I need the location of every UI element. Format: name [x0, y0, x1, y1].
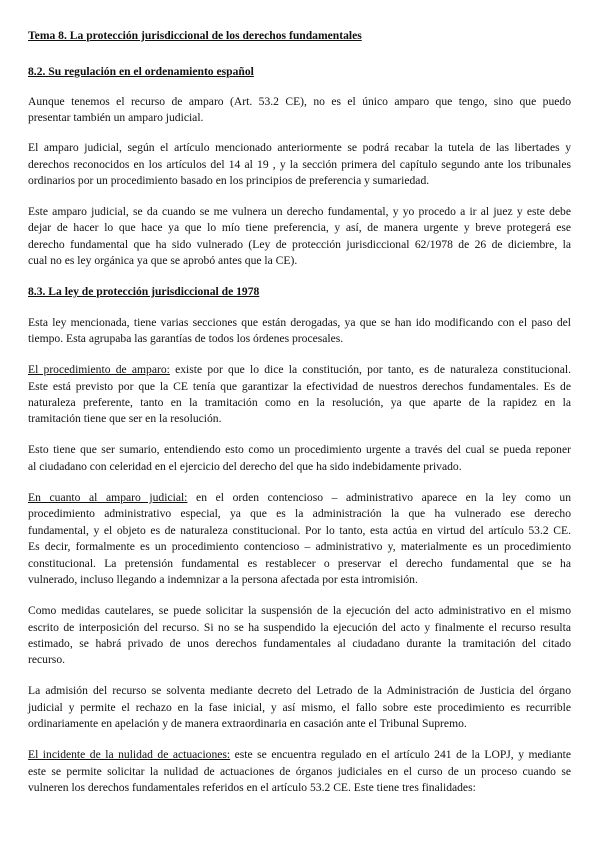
section-heading-8-3: 8.3. La ley de protección jurisdiccional de 1978	[28, 285, 260, 298]
paragraph-text: existe por que lo dice la constitución, por tanto, es de naturaleza constitucional.	[169, 363, 571, 376]
paragraph-line: tiempo. Esta agrupaba las garantías de todos los órdenes procesales.	[28, 332, 344, 345]
section-heading-8-2: 8.2. Su regulación en el ordenamiento español	[28, 65, 254, 78]
paragraph-line: Esta ley mencionada, tiene varias secciones que están derogadas, ya que se han ido modificando con el paso del	[28, 316, 571, 329]
paragraph-line: El amparo judicial, según el artículo mencionado anteriormente se podrá recabar la tutela de las libertades y	[28, 141, 571, 154]
paragraph-line: judicial y permite el rechazo en la fase inicial, y así mismo, el fallo sobre este procedimiento es recurrible	[28, 701, 571, 714]
paragraph-line: vulneren los derechos fundamentales referidos en el artículo 53.2 CE. Este tiene tres finalidades:	[28, 781, 476, 794]
page-title: Tema 8. La protección jurisdiccional de los derechos fundamentales	[28, 29, 362, 42]
paragraph-line: Aunque tenemos el recurso de amparo (Art. 53.2 CE), no es el único amparo que tengo, sino que puedo	[28, 95, 571, 108]
paragraph-line: estimado, se habrá privado de unos derechos fundamentales al ciudadano durante la tramitación del citado	[28, 637, 571, 650]
paragraph-line: Este amparo judicial, se da cuando se me vulnera un derecho fundamental, y yo procedo a ir al juez y este debe	[28, 205, 571, 218]
underlined-term: El procedimiento de amparo:	[28, 363, 170, 376]
underlined-term: En cuanto al amparo judicial:	[28, 491, 188, 504]
paragraph-line: Es decir, formalmente es un procedimiento contencioso – administrativo y, materialmente es un procedimiento	[28, 540, 571, 553]
paragraph-text: este se encuentra regulado en el artículo 241 de la LOPJ, y mediante	[230, 748, 571, 761]
paragraph-line: tramitación tiene que ser en la resolución.	[28, 412, 222, 425]
paragraph-line: Este está previsto por que la CE tenía que garantizar la efectividad de nuestros derechos fundamentales. Es de	[28, 380, 571, 393]
paragraph-line: Esto tiene que ser sumario, entendiendo esto como un procedimiento urgente a través del cual se pueda reponer	[28, 443, 571, 456]
paragraph-line	[28, 361, 571, 379]
paragraph-line: presentar también un amparo judicial.	[28, 111, 204, 124]
paragraph-line	[28, 746, 571, 764]
paragraph-line: al ciudadano con celeridad en el ejercicio del derecho del que ha sido indebidamente privado.	[28, 460, 462, 473]
paragraph-line: procedimiento administrativo especial, ya que es la administración la que ha vulnerado ese derecho	[28, 507, 571, 520]
paragraph-line: recurso.	[28, 653, 66, 666]
paragraph-line: naturaleza preferente, tanto en la tramitación como en la resolución, ya que aparte de la rapidez en la	[28, 396, 571, 409]
paragraph-line: fundamental, y el objeto es de naturaleza constitucional. Por lo tanto, esta actúa en virtud del artículo 53.2 CE.	[28, 524, 571, 537]
paragraph-line: ordinarios por un procedimiento basado en los principios de preferencia y sumariedad.	[28, 174, 430, 187]
paragraph-line: dejar de hacer lo que hace ya que lo mío tiene preferencia, y así, de manera urgente y breve protegerá ese	[28, 221, 571, 234]
paragraph-line: vulnerado, incluso llegando a indemnizar a la persona afectada por esta intromisión.	[28, 573, 418, 586]
paragraph-line: La admisión del recurso se solventa mediante decreto del Letrado de la Administración de Justicia del órgano	[28, 684, 571, 697]
paragraph-line: escrito de interposición del recurso. Si no se ha suspendido la ejecución del acto y finalmente el recurso resulta	[28, 621, 571, 634]
paragraph-line: constitucional. La pretensión fundamental es restablecer o preservar el derecho fundamental que se ha	[28, 557, 571, 570]
paragraph-line: derecho fundamental que ha sido vulnerado (Ley de protección jurisdiccional 62/1978 de 26 de diciembre, la	[28, 238, 571, 251]
paragraph-line: derechos reconocidos en los artículos del 14 al 19 , y la sección primera del capítulo segundo ante los tribunales	[28, 158, 571, 171]
paragraph-text: en el orden contencioso – administrativo aparece en la ley como un	[187, 491, 572, 504]
paragraph-line: cual no es ley orgánica ya que se aprobó antes que la CE).	[28, 254, 298, 267]
paragraph-line: Como medidas cautelares, se puede solicitar la suspensión de la ejecución del acto administrativo en el mismo	[28, 604, 571, 617]
underlined-term: El incidente de la nulidad de actuaciones:	[28, 748, 231, 761]
paragraph-line: ordinariamente en apelación y de manera extraordinaria en casación ante el Tribunal Supremo.	[28, 717, 467, 730]
paragraph-line: este se permite solicitar la nulidad de actuaciones de órganos judiciales en el curso de un proceso cuando se	[28, 765, 571, 778]
